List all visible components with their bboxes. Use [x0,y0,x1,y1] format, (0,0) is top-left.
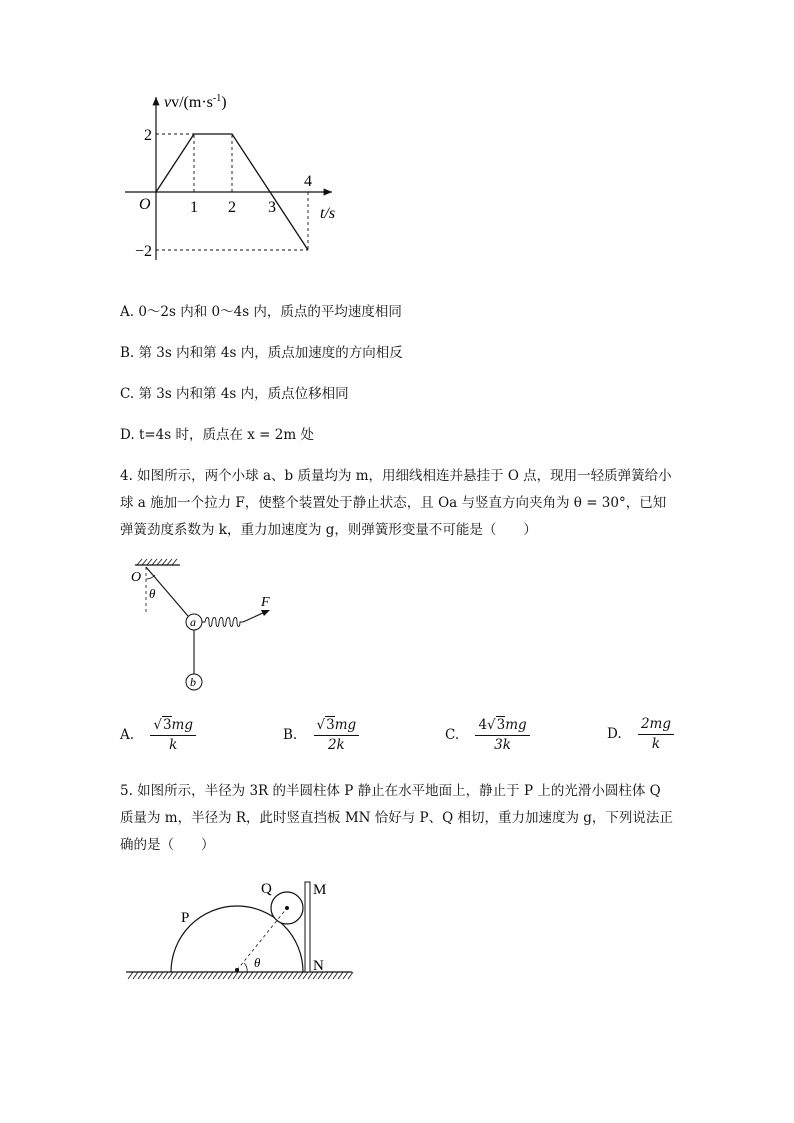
q4-stem-line-1: 4. 如图所示，两个小球 a、b 质量均为 m，用细线相连并悬挂于 O 点，现用一轻质弹簧给小 [120,468,672,484]
fraction-a: $\frac{√3mg}{k}$ [150,716,196,753]
q5-stem-line-3: 确的是（ ） [120,837,215,853]
force-arrow [243,612,265,622]
ceiling-hatch [137,559,177,565]
q4-option-d: D. $\frac{2mg}{k}$ [607,716,674,752]
x-tick-label: 3 [268,199,276,216]
label-m: M [313,882,327,898]
label-o: O [131,570,142,585]
x-tick-label: 1 [190,199,198,216]
q5-cylinder-figure [120,870,360,990]
x-axis-label: t/s [320,205,336,222]
theta-arc [244,963,247,972]
center-line-dashed [237,908,287,970]
label-b: b [190,675,196,689]
origin-label: O [139,196,151,213]
q4-stem-line-2: 球 a 施加一个拉力 F，使整个装置处于静止状态，且 Oa 与竖直方向夹角为 θ = 30°，已知 [120,495,667,511]
q3-option-c: C. 第 3s 内和第 4s 内，质点位移相同 [120,386,349,402]
vt-graph [110,85,360,270]
spring [202,618,243,627]
board-mn [305,882,310,972]
q4-stem-line-3: 弹簧劲度系数为 k，重力加速度为 g，则弹簧形变量不可能是（ ） [120,522,537,538]
q5-stem-line-2: 质量为 m，半径为 R，此时竖直挡板 MN 恰好与 P、Q 相切，重力加速度为 g，下列说法正 [120,810,673,826]
q4-spring-figure [115,555,290,695]
label-n: N [313,958,324,974]
fraction-b: $\frac{√3mg}{2k}$ [314,716,360,753]
label-theta: θ [149,586,156,601]
label-theta: θ [254,955,261,970]
x-tick-label: 2 [228,199,236,216]
label-a: a [190,615,196,629]
fraction-d: $\frac{2mg}{k}$ [638,716,674,752]
label-p: P [181,910,190,926]
label-q: Q [261,881,272,897]
q4-option-c: C. $\frac{4√3mg}{3k}$ [445,716,530,753]
q4-option-b: B. $\frac{√3mg}{2k}$ [283,716,359,753]
fraction-c: $\frac{4√3mg}{3k}$ [475,716,529,753]
x-tick-label: 4 [304,173,312,190]
q3-option-d: D. t=4s 时，质点在 x = 2m 处 [120,427,314,443]
q3-option-a: A. 0～2s 内和 0～4s 内，质点的平均速度相同 [120,304,402,320]
q3-option-b: B. 第 3s 内和第 4s 内，质点加速度的方向相反 [120,345,403,361]
q4-option-a: A. $\frac{√3mg}{k}$ [120,716,196,753]
y-tick-label: −2 [134,243,152,260]
y-axis-label: $vv/(m\cdot s^{-1})$ [164,93,227,111]
q5-stem-line-1: 5. 如图所示，半径为 3R 的半圆柱体 P 静止在水平地面上，静止于 P 上的光滑小圆柱体 Q [120,783,661,799]
y-tick-label: 2 [144,127,152,144]
label-f: F [261,595,270,610]
